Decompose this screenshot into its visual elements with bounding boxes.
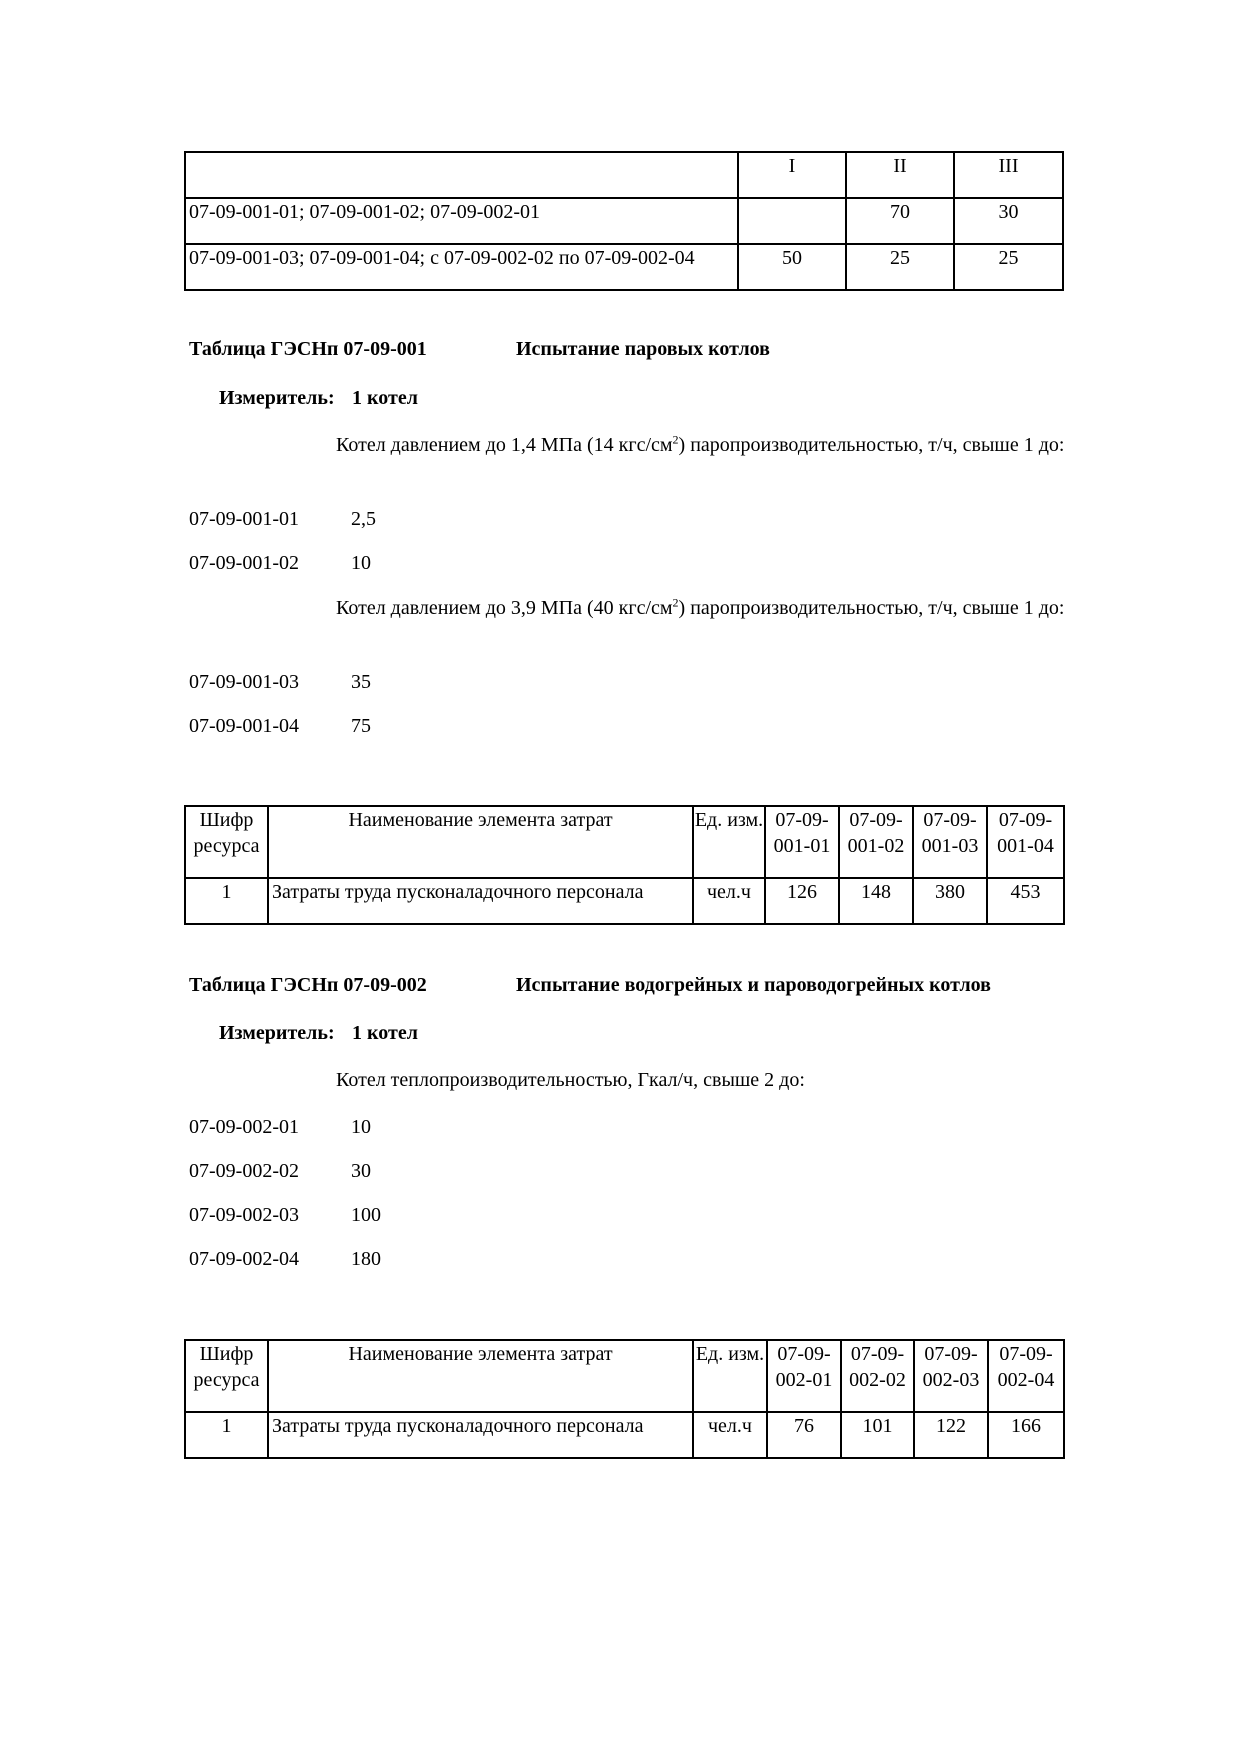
header-name: Наименование элемента затрат	[268, 806, 693, 878]
table-header-cell: I	[738, 152, 846, 198]
row-unit: чел.ч	[693, 1412, 767, 1458]
header-name: Наименование элемента затрат	[268, 1340, 693, 1412]
table-cell: 30	[954, 198, 1063, 244]
header-col: 07-09-001-04	[987, 806, 1064, 878]
table-row	[185, 244, 1063, 290]
header-col: 07-09-001-01	[765, 806, 839, 878]
cost-table	[184, 805, 1065, 925]
measure-value: 1 котел	[352, 387, 418, 409]
header-unit: Ед. изм.	[693, 1340, 767, 1412]
header-code: Шифр ресурса	[185, 806, 268, 878]
table-cell	[738, 198, 846, 244]
item-code: 07-09-001-02	[189, 552, 299, 574]
table-row	[185, 198, 1063, 244]
group-heading: Котел давлением до 3,9 МПа (40 кгс/$см^2$) паропроизводительностью, т/ч, свыше 1 до:	[336, 595, 1065, 619]
item-value: 180	[351, 1248, 381, 1270]
row-value: 126	[765, 878, 839, 924]
header-col: 07-09-002-03	[914, 1340, 988, 1412]
row-value: 453	[987, 878, 1064, 924]
table-label: Таблица ГЭСНп 07-09-002	[189, 974, 427, 996]
table-header-cell: III	[954, 152, 1063, 198]
group-heading: Котел давлением до 1,4 МПа (14 кгс/$см^2$) паропроизводительностью, т/ч, свыше 1 до:	[336, 432, 1065, 456]
item-value: 2,5	[351, 508, 376, 530]
distribution-table	[184, 151, 1064, 291]
table-cell	[185, 152, 738, 198]
table-title: Испытание паровых котлов	[516, 338, 770, 360]
header-col: 07-09-002-04	[988, 1340, 1064, 1412]
row-name: Затраты труда пусконаладочного персонала	[268, 1412, 693, 1458]
row-code: 1	[185, 1412, 268, 1458]
table-title: Испытание водогрейных и пароводогрейных котлов	[516, 974, 991, 996]
table-cell: 25	[954, 244, 1063, 290]
table-label: Таблица ГЭСНп 07-09-001	[189, 338, 427, 360]
header-unit: Ед. изм.	[693, 806, 765, 878]
row-value: 101	[841, 1412, 914, 1458]
row-value: 166	[988, 1412, 1064, 1458]
row-value: 76	[767, 1412, 841, 1458]
item-value: 30	[351, 1160, 371, 1182]
row-name: Затраты труда пусконаладочного персонала	[268, 878, 693, 924]
item-value: 10	[351, 1116, 371, 1138]
table-row	[185, 878, 1064, 924]
item-code: 07-09-002-03	[189, 1204, 299, 1226]
row-code: 1	[185, 878, 268, 924]
table-cell: 07-09-001-01; 07-09-001-02; 07-09-002-01	[185, 198, 738, 244]
measure-label: Измеритель:	[219, 387, 335, 409]
item-value: 75	[351, 715, 371, 737]
measure-value: 1 котел	[352, 1022, 418, 1044]
cost-table	[184, 1339, 1065, 1459]
item-value: 100	[351, 1204, 381, 1226]
table-row	[185, 1412, 1064, 1458]
table-header-row	[185, 1340, 1064, 1412]
item-code: 07-09-001-01	[189, 508, 299, 530]
item-code: 07-09-001-04	[189, 715, 299, 737]
table-row	[185, 152, 1063, 198]
table-cell: 07-09-001-03; 07-09-001-04; с 07-09-002-02 по 07-09-002-04	[185, 244, 738, 290]
row-value: 148	[839, 878, 913, 924]
row-unit: чел.ч	[693, 878, 765, 924]
item-code: 07-09-002-04	[189, 1248, 299, 1270]
table-cell: 50	[738, 244, 846, 290]
header-col: 07-09-002-02	[841, 1340, 914, 1412]
row-value: 122	[914, 1412, 988, 1458]
item-code: 07-09-002-01	[189, 1116, 299, 1138]
header-col: 07-09-001-02	[839, 806, 913, 878]
header-code: Шифр ресурса	[185, 1340, 268, 1412]
row-value: 380	[913, 878, 987, 924]
item-code: 07-09-002-02	[189, 1160, 299, 1182]
table-cell: 70	[846, 198, 954, 244]
header-col: 07-09-001-03	[913, 806, 987, 878]
measure-label: Измеритель:	[219, 1022, 335, 1044]
item-code: 07-09-001-03	[189, 671, 299, 693]
table-cell: 25	[846, 244, 954, 290]
item-value: 10	[351, 552, 371, 574]
group-heading: Котел теплопроизводительностью, Гкал/ч, свыше 2 до:	[336, 1069, 805, 1091]
item-value: 35	[351, 671, 371, 693]
table-header-row	[185, 806, 1064, 878]
table-header-cell: II	[846, 152, 954, 198]
header-col: 07-09-002-01	[767, 1340, 841, 1412]
